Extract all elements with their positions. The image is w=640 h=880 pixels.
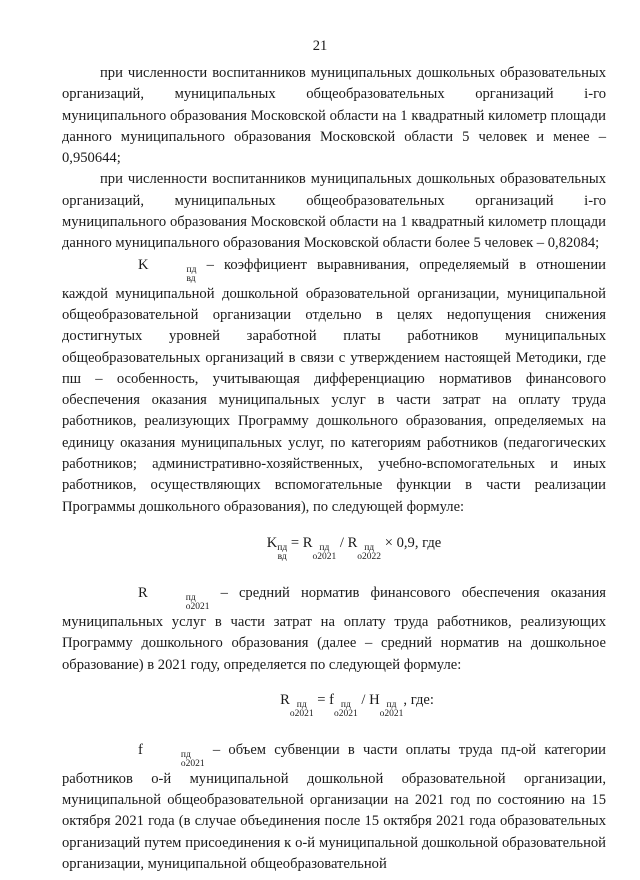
symbol-k-vd: K пд вд (138, 256, 197, 284)
formula1-term2: R пд o2021 (302, 534, 337, 562)
paragraph-density-low: при численности воспитанников муниципальных дошкольных образовательных организаций, муниципальных общеобразовательных организаций i-го муниципального образования Московской области на 1 квадратный километр площади данного муниципального образования Московской области 5 человек и менее – 0,950644; (62, 65, 606, 167)
symbol-r-o2021: R пд o2021 (138, 584, 210, 612)
paragraph-subvention-definition: f пд o2021 – объем субвенции в части оплаты труда пд-ой категории работников о-й муниципальной дошкольной образовательной организации, муниципальной общеобразовательной организации на 2021 год по состоянию на 15 октября 2021 года (в случае объединения после 15 октября 2021 года образовательных организаций путем присоединения к о-й муниципальной дошкольной образовательной организации, муниципальной общеобразовательной (62, 741, 606, 873)
document-body (62, 63, 606, 875)
formula2-term2: f пд o2021 (329, 691, 358, 719)
formula2-term1: R пд o2021 (280, 691, 314, 719)
symbol-f-o2021: f пд o2021 (138, 741, 205, 769)
paragraph-coefficient-definition: K пд вд – коэффициент выравнивания, определяемый в отношении каждой муниципальной дошкольной образовательной организации, муниципальной общеобразовательной организации отдельно в целях недопущения снижения достигнутых уровней заработной платы работников муниципальных общеобразовательных организаций в связи с утверждением настоящей Методики, где пш – особенность, учитывающая дифференциацию нормативов финансового обеспечения оказания муниципальных услуг в части затрат на оплату труда работников, реализующих Программу дошкольного образования, определяемых на единицу оказания муниципальных услуг, по категориям работников (педагогических работников; административно-хозяйственных, учебно-вспомогательных и иных работников, осуществляющих вспомогательные функции в части реализации Программы дошкольного образования), по следующей формуле: (62, 256, 606, 515)
formula1-term1: K пд вд (266, 534, 288, 562)
formula2-term3: H пд o2021 (369, 691, 404, 719)
formula-coefficient: K пд вд = R пд o2021 / R пд o2022 × 0,9, где (266, 534, 442, 562)
paragraph-average-norm-definition: R пд o2021 – средний норматив финансового обеспечения оказания муниципальных услуг в части затрат на оплату труда работников, реализующих Программу дошкольного образования (далее – средний норматив на дошкольное образование) в 2021 году, определяется по следующей формуле: (62, 584, 606, 673)
paragraph-density-high: при численности воспитанников муниципальных дошкольных образовательных организаций, муниципальных общеобразовательных организаций i-го муниципального образования Московской области на 1 квадратный километр площади данного муниципального образования Московской области более 5 человек – 0,82084; (62, 171, 606, 252)
formula1-term3: R пд o2022 (347, 534, 382, 562)
page-number: 21 (312, 38, 328, 54)
formula-average-norm: R пд o2021 = f пд o2021 / H пд o2021 , где: (280, 691, 434, 719)
